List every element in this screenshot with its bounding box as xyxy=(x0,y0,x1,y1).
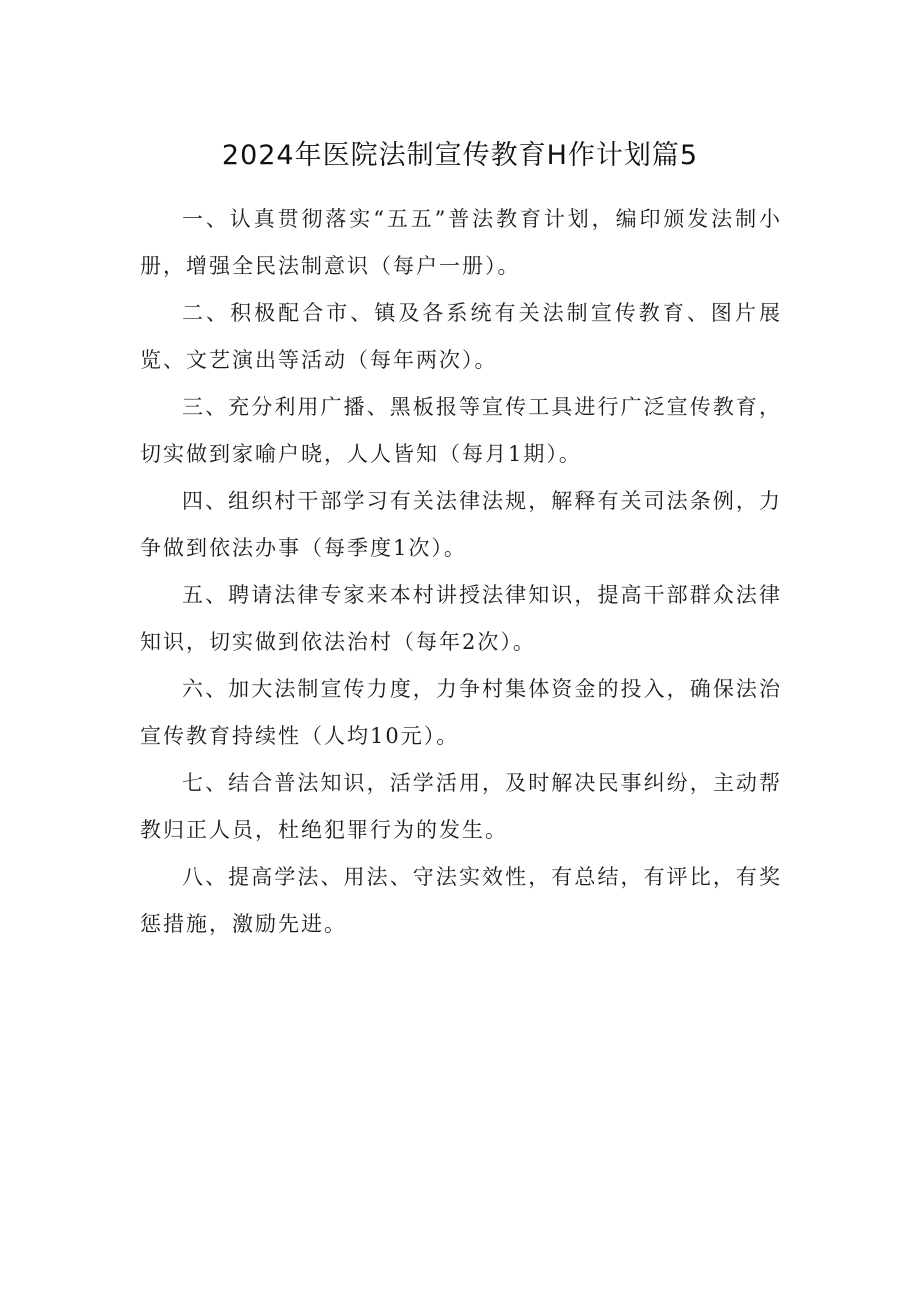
document-body xyxy=(140,196,782,948)
paragraph-4: 四、组织村干部学习有关法律法规，解释有关司法条例，力争做到依法办事（每季度1次）。 xyxy=(140,489,782,560)
paragraph-8: 八、提高学法、用法、守法实效性，有总结，有评比，有奖惩措施，激励先进。 xyxy=(140,865,782,936)
paragraph-3: 三、充分利用广播、黑板报等宣传工具进行广泛宣传教育，切实做到家喻户晓，人人皆知（每月1期）。 xyxy=(140,395,782,466)
paragraph-5: 五、聘请法律专家来本村讲授法律知识，提高干部群众法律知识，切实做到依法治村（每年2次）。 xyxy=(140,583,782,654)
document-title: 2024年医院法制宣传教育H作计划篇5 xyxy=(221,140,699,171)
paragraph-2: 二、积极配合市、镇及各系统有关法制宣传教育、图片展览、文艺演出等活动（每年两次）。 xyxy=(140,301,782,372)
paragraph-1: 一、认真贯彻落实“五五”普法教育计划，编印颁发法制小册，增强全民法制意识（每户一册）。 xyxy=(140,207,782,278)
paragraph-7: 七、结合普法知识，活学活用，及时解决民事纠纷，主动帮教归正人员，杜绝犯罪行为的发生。 xyxy=(140,771,782,842)
paragraph-6: 六、加大法制宣传力度，力争村集体资金的投入，确保法治宣传教育持续性（人均10元）。 xyxy=(140,677,782,748)
